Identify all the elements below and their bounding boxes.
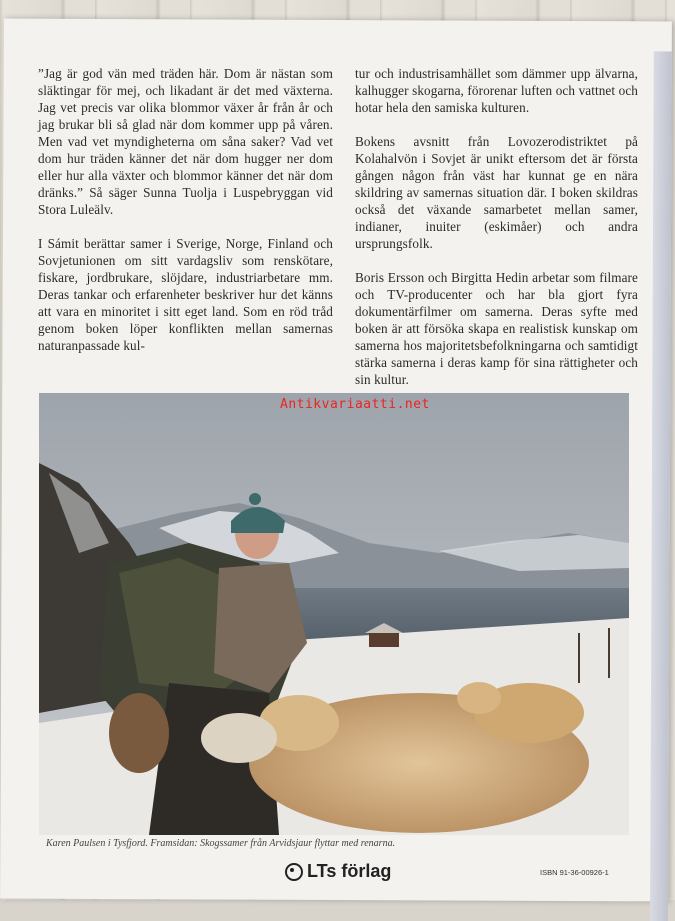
watermark-text: Antikvariaatti.net <box>280 397 430 412</box>
publisher-name: LTs förlag <box>307 861 392 881</box>
isbn-number: ISBN 91-36-00926-1 <box>540 868 609 877</box>
intro-paragraph: I Sámit berättar samer i Sverige, Norge, Finland och Sovjetunionen om sitt vardagsliv som renskötare, fiskare, jordbrukare, slöjdare, industriarbetare mm. Deras tankar och erfarenheter beskriver hur det känns att vara en minoritet i sitt eget land. Som en röd tråd genom boken löper konflikten mellan samernas naturanpassade kul- <box>38 236 333 353</box>
right-text-column <box>355 65 638 405</box>
publisher-logo <box>285 861 391 882</box>
publisher-mark-icon <box>285 863 303 881</box>
kola-paragraph: Bokens avsnitt från Lovozerodistriktet på Kolahalvön i Sovjet är unikt eftersom det är första gången någon från väst har kunnat ge en nära skildring av samernas situation där. I boken skildras också det växande samarbetet mellan samer, indianer, inuiter (eskimåer) och andra ursprungsfolk. <box>355 134 638 251</box>
left-text-column <box>38 65 333 371</box>
continuation-paragraph: tur och industrisamhället som dämmer upp älvarna, kalhugger skogarna, förorenar luften och vattnet och hotar hela den samiska kulturen. <box>355 66 638 115</box>
cover-photo <box>39 393 629 835</box>
authors-paragraph: Boris Ersson och Birgitta Hedin arbetar som filmare och TV-producenter och har bla gjort fyra dokumentärfilmer om samerna. Deras syfte med boken är att försöka skapa en realistisk kunskap om samerna hos majoritetsbefolkningarna och samtidigt stärka samerna i deras kamp för sina rättigheter och sin kultur. <box>355 270 638 387</box>
cover-edge <box>650 51 672 921</box>
photo-caption: Karen Paulsen i Tysfjord. Framsidan: Skogssamer från Arvidsjaur flyttar med renarna. <box>46 838 396 849</box>
quote-paragraph: ”Jag är god vän med träden här. Dom är nästan som släktingar för mej, och likadant är det med växterna. Jag vet precis var olika blommor växer år från år och jag brukar bli så glad när dom kommer upp på våren. Men vad vet myndigheterna om såna saker? Vad vet dom hur träden känner det när dom hugger ner dom eller hur alla växter och blommor känner det när dom dränks.” Så säger Sunna Tuolja i Luspebryggan vid Stora Luleälv. <box>38 66 333 217</box>
